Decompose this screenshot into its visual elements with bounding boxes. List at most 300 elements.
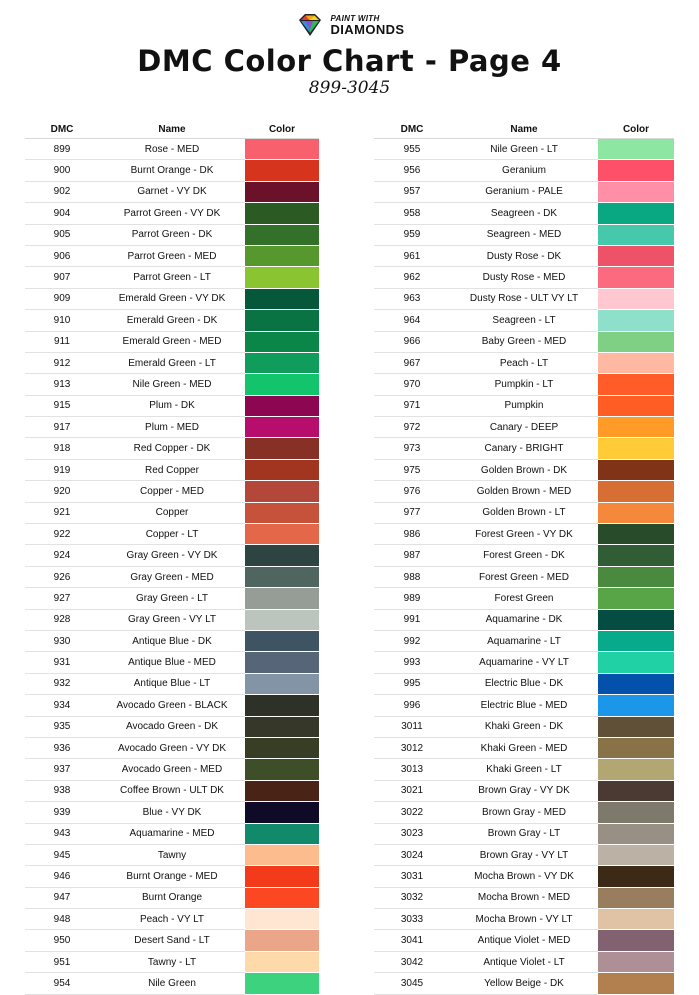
table-row	[374, 973, 674, 994]
table-row	[25, 267, 319, 288]
dmc-code: 950	[25, 930, 99, 951]
table-row	[25, 630, 319, 651]
page-title: DMC Color Chart - Page 4	[137, 44, 562, 78]
color-swatch	[598, 566, 674, 587]
color-swatch	[598, 716, 674, 737]
diamond-icon	[295, 12, 325, 38]
dmc-code: 927	[25, 588, 99, 609]
table-row	[374, 802, 674, 823]
dmc-code: 928	[25, 609, 99, 630]
table-row	[25, 331, 319, 352]
color-swatch	[245, 844, 319, 865]
color-swatch	[245, 352, 319, 373]
table-row	[374, 609, 674, 630]
color-name: Baby Green - MED	[450, 331, 598, 352]
color-swatch	[598, 181, 674, 202]
table-row	[374, 139, 674, 160]
dmc-code: 938	[25, 780, 99, 801]
dmc-code: 947	[25, 887, 99, 908]
dmc-code: 899	[25, 139, 99, 160]
dmc-code: 3013	[374, 759, 450, 780]
color-name: Dusty Rose - ULT VY LT	[450, 288, 598, 309]
color-name: Desert Sand - LT	[99, 930, 245, 951]
dmc-code: 939	[25, 802, 99, 823]
color-swatch	[598, 951, 674, 972]
color-name: Nile Green - MED	[99, 374, 245, 395]
dmc-code: 932	[25, 673, 99, 694]
color-name: Copper - LT	[99, 524, 245, 545]
color-name: Brown Gray - MED	[450, 802, 598, 823]
table-header-row	[374, 120, 674, 139]
table-row	[25, 951, 319, 972]
color-swatch	[245, 673, 319, 694]
dmc-code: 909	[25, 288, 99, 309]
color-name: Forest Green	[450, 588, 598, 609]
color-swatch	[245, 417, 319, 438]
dmc-code: 948	[25, 909, 99, 930]
color-name: Nile Green	[99, 973, 245, 994]
table-row	[25, 759, 319, 780]
dmc-code: 926	[25, 566, 99, 587]
color-swatch	[245, 310, 319, 331]
dmc-code: 937	[25, 759, 99, 780]
color-name: Tawny	[99, 844, 245, 865]
table-row	[25, 139, 319, 160]
color-name: Geranium	[450, 160, 598, 181]
dmc-code: 3045	[374, 973, 450, 994]
color-swatch	[598, 459, 674, 480]
dmc-code: 991	[374, 609, 450, 630]
dmc-code: 962	[374, 267, 450, 288]
color-swatch	[245, 780, 319, 801]
table-row	[374, 267, 674, 288]
color-swatch	[245, 160, 319, 181]
dmc-code: 915	[25, 395, 99, 416]
table-row	[374, 951, 674, 972]
dmc-code: 973	[374, 438, 450, 459]
table-row	[374, 181, 674, 202]
dmc-code: 993	[374, 652, 450, 673]
color-name: Gray Green - MED	[99, 566, 245, 587]
color-swatch	[598, 823, 674, 844]
dmc-code: 905	[25, 224, 99, 245]
table-row	[25, 181, 319, 202]
color-name: Khaki Green - DK	[450, 716, 598, 737]
table-row	[25, 160, 319, 181]
table-row	[25, 823, 319, 844]
color-swatch	[598, 673, 674, 694]
color-name: Brown Gray - VY LT	[450, 844, 598, 865]
color-name: Brown Gray - VY DK	[450, 780, 598, 801]
color-name: Aquamarine - MED	[99, 823, 245, 844]
table-row	[374, 417, 674, 438]
color-name: Antique Violet - LT	[450, 951, 598, 972]
color-name: Seagreen - LT	[450, 310, 598, 331]
color-swatch	[598, 973, 674, 994]
dmc-code: 902	[25, 181, 99, 202]
dmc-code: 904	[25, 203, 99, 224]
color-name: Parrot Green - LT	[99, 267, 245, 288]
table-row	[374, 566, 674, 587]
color-swatch	[245, 459, 319, 480]
color-swatch	[245, 395, 319, 416]
color-swatch	[598, 481, 674, 502]
dmc-code: 906	[25, 245, 99, 266]
color-swatch	[598, 609, 674, 630]
dmc-code: 957	[374, 181, 450, 202]
color-name: Blue - VY DK	[99, 802, 245, 823]
dmc-code: 930	[25, 630, 99, 651]
color-swatch	[245, 930, 319, 951]
color-name: Golden Brown - MED	[450, 481, 598, 502]
color-swatch	[245, 203, 319, 224]
color-swatch	[598, 524, 674, 545]
color-name: Seagreen - DK	[450, 203, 598, 224]
table-row	[25, 737, 319, 758]
dmc-code: 921	[25, 502, 99, 523]
dmc-code: 919	[25, 459, 99, 480]
color-name: Peach - LT	[450, 352, 598, 373]
dmc-code: 3033	[374, 909, 450, 930]
color-name: Aquamarine - LT	[450, 630, 598, 651]
dmc-code: 3031	[374, 866, 450, 887]
color-name: Parrot Green - DK	[99, 224, 245, 245]
dmc-code: 3011	[374, 716, 450, 737]
dmc-code: 946	[25, 866, 99, 887]
table-row	[374, 759, 674, 780]
color-swatch	[245, 374, 319, 395]
dmc-code: 989	[374, 588, 450, 609]
color-swatch	[598, 331, 674, 352]
color-swatch	[245, 716, 319, 737]
color-name: Parrot Green - VY DK	[99, 203, 245, 224]
color-name: Antique Blue - DK	[99, 630, 245, 651]
color-name: Plum - MED	[99, 417, 245, 438]
color-swatch	[598, 288, 674, 309]
color-swatch	[598, 203, 674, 224]
table-row	[25, 224, 319, 245]
table-row	[374, 481, 674, 502]
color-name: Garnet - VY DK	[99, 181, 245, 202]
table-row	[374, 737, 674, 758]
dmc-code: 961	[374, 245, 450, 266]
table-row	[374, 716, 674, 737]
dmc-code: 943	[25, 823, 99, 844]
table-row	[25, 802, 319, 823]
color-name: Brown Gray - LT	[450, 823, 598, 844]
color-name: Golden Brown - DK	[450, 459, 598, 480]
color-swatch	[245, 331, 319, 352]
color-name: Parrot Green - MED	[99, 245, 245, 266]
color-swatch	[245, 951, 319, 972]
color-name: Avocado Green - DK	[99, 716, 245, 737]
color-swatch	[245, 224, 319, 245]
color-swatch	[598, 887, 674, 908]
table-row	[25, 352, 319, 373]
table-row	[25, 288, 319, 309]
table-row	[25, 866, 319, 887]
color-swatch	[598, 652, 674, 673]
dmc-code: 900	[25, 160, 99, 181]
table-row	[25, 395, 319, 416]
color-swatch	[245, 973, 319, 994]
table-row	[25, 673, 319, 694]
table-row	[374, 438, 674, 459]
dmc-code: 992	[374, 630, 450, 651]
color-swatch	[245, 737, 319, 758]
table-row	[374, 673, 674, 694]
table-row	[374, 331, 674, 352]
dmc-code: 3022	[374, 802, 450, 823]
color-swatch	[598, 267, 674, 288]
color-swatch	[245, 823, 319, 844]
color-name: Gray Green - LT	[99, 588, 245, 609]
color-swatch	[245, 866, 319, 887]
color-swatch	[245, 545, 319, 566]
color-name: Khaki Green - LT	[450, 759, 598, 780]
dmc-code: 920	[25, 481, 99, 502]
dmc-code: 956	[374, 160, 450, 181]
table-header-row	[25, 120, 319, 139]
table-row	[25, 844, 319, 865]
color-swatch	[245, 267, 319, 288]
color-name: Rose - MED	[99, 139, 245, 160]
table-row	[25, 652, 319, 673]
color-swatch	[598, 395, 674, 416]
table-row	[374, 545, 674, 566]
dmc-code: 967	[374, 352, 450, 373]
color-swatch	[598, 630, 674, 651]
color-table-left	[25, 120, 319, 995]
table-row	[25, 930, 319, 951]
color-swatch	[245, 609, 319, 630]
dmc-code: 959	[374, 224, 450, 245]
color-swatch	[245, 630, 319, 651]
color-swatch	[598, 502, 674, 523]
table-row	[374, 930, 674, 951]
color-swatch	[245, 288, 319, 309]
color-swatch	[598, 737, 674, 758]
color-name: Nile Green - LT	[450, 139, 598, 160]
color-swatch	[245, 481, 319, 502]
dmc-code: 924	[25, 545, 99, 566]
dmc-code: 934	[25, 695, 99, 716]
color-swatch	[598, 245, 674, 266]
table-row	[25, 909, 319, 930]
color-swatch	[245, 652, 319, 673]
dmc-code: 3024	[374, 844, 450, 865]
table-row	[374, 524, 674, 545]
color-swatch	[598, 374, 674, 395]
color-swatch	[598, 438, 674, 459]
table-row	[25, 524, 319, 545]
color-name: Gray Green - VY DK	[99, 545, 245, 566]
table-row	[25, 695, 319, 716]
color-name: Seagreen - MED	[450, 224, 598, 245]
dmc-code: 917	[25, 417, 99, 438]
table-row	[374, 844, 674, 865]
table-row	[374, 630, 674, 651]
color-name: Peach - VY LT	[99, 909, 245, 930]
color-name: Red Copper	[99, 459, 245, 480]
color-name: Emerald Green - DK	[99, 310, 245, 331]
color-name: Avocado Green - BLACK	[99, 695, 245, 716]
table-row	[374, 695, 674, 716]
dmc-code: 972	[374, 417, 450, 438]
color-name: Mocha Brown - MED	[450, 887, 598, 908]
color-swatch	[598, 139, 674, 160]
color-name: Dusty Rose - MED	[450, 267, 598, 288]
color-swatch	[598, 545, 674, 566]
color-swatch	[598, 759, 674, 780]
color-name: Pumpkin - LT	[450, 374, 598, 395]
color-table-right	[374, 120, 674, 995]
header-dmc: DMC	[374, 120, 450, 139]
color-swatch	[598, 224, 674, 245]
color-swatch	[598, 417, 674, 438]
table-row	[25, 438, 319, 459]
color-name: Forest Green - VY DK	[450, 524, 598, 545]
table-row	[25, 716, 319, 737]
table-row	[25, 203, 319, 224]
dmc-code: 986	[374, 524, 450, 545]
color-swatch	[245, 695, 319, 716]
table-row	[25, 973, 319, 994]
color-name: Tawny - LT	[99, 951, 245, 972]
dmc-code: 931	[25, 652, 99, 673]
header-name: Name	[99, 120, 245, 139]
table-row	[374, 224, 674, 245]
table-body-right	[374, 139, 674, 995]
table-row	[374, 352, 674, 373]
dmc-code: 3042	[374, 951, 450, 972]
color-name: Gray Green - VY LT	[99, 609, 245, 630]
table-row	[25, 374, 319, 395]
table-row	[374, 245, 674, 266]
color-name: Canary - DEEP	[450, 417, 598, 438]
color-swatch	[598, 695, 674, 716]
dmc-code: 970	[374, 374, 450, 395]
header-color: Color	[598, 120, 674, 139]
dmc-code: 955	[374, 139, 450, 160]
dmc-code: 922	[25, 524, 99, 545]
color-swatch	[245, 181, 319, 202]
dmc-code: 958	[374, 203, 450, 224]
table-row	[374, 780, 674, 801]
color-name: Antique Violet - MED	[450, 930, 598, 951]
color-name: Plum - DK	[99, 395, 245, 416]
table-row	[374, 374, 674, 395]
color-swatch	[245, 438, 319, 459]
dmc-code: 3041	[374, 930, 450, 951]
table-row	[374, 909, 674, 930]
color-name: Geranium - PALE	[450, 181, 598, 202]
color-name: Electric Blue - MED	[450, 695, 598, 716]
color-swatch	[245, 245, 319, 266]
color-swatch	[245, 588, 319, 609]
dmc-code: 996	[374, 695, 450, 716]
table-row	[25, 780, 319, 801]
color-name: Pumpkin	[450, 395, 598, 416]
table-row	[374, 652, 674, 673]
table-row	[374, 502, 674, 523]
color-name: Mocha Brown - VY DK	[450, 866, 598, 887]
color-swatch	[245, 759, 319, 780]
dmc-code: 995	[374, 673, 450, 694]
dmc-code: 3021	[374, 780, 450, 801]
dmc-code: 3012	[374, 737, 450, 758]
color-swatch	[598, 160, 674, 181]
table-row	[25, 887, 319, 908]
dmc-code: 912	[25, 352, 99, 373]
color-name: Emerald Green - MED	[99, 331, 245, 352]
color-swatch	[598, 310, 674, 331]
header-color: Color	[245, 120, 319, 139]
table-row	[374, 160, 674, 181]
table-row	[25, 245, 319, 266]
color-name: Red Copper - DK	[99, 438, 245, 459]
color-name: Copper	[99, 502, 245, 523]
color-name: Avocado Green - VY DK	[99, 737, 245, 758]
dmc-code: 907	[25, 267, 99, 288]
color-swatch	[245, 566, 319, 587]
table-body-left	[25, 139, 319, 995]
table-row	[25, 609, 319, 630]
brand-line1: PAINT WITH	[330, 13, 380, 23]
color-name: Avocado Green - MED	[99, 759, 245, 780]
dmc-code: 975	[374, 459, 450, 480]
color-swatch	[598, 930, 674, 951]
dmc-code: 963	[374, 288, 450, 309]
color-name: Golden Brown - LT	[450, 502, 598, 523]
brand-logo	[0, 10, 699, 40]
color-name: Aquamarine - DK	[450, 609, 598, 630]
dmc-code: 918	[25, 438, 99, 459]
table-row	[25, 545, 319, 566]
color-name: Khaki Green - MED	[450, 737, 598, 758]
dmc-code: 913	[25, 374, 99, 395]
color-name: Coffee Brown - ULT DK	[99, 780, 245, 801]
dmc-code: 945	[25, 844, 99, 865]
color-name: Forest Green - MED	[450, 566, 598, 587]
dmc-code: 951	[25, 951, 99, 972]
page-subtitle: 899-3045	[308, 78, 391, 98]
table-row	[25, 459, 319, 480]
color-name: Aquamarine - VY LT	[450, 652, 598, 673]
color-swatch	[598, 780, 674, 801]
color-swatch	[598, 352, 674, 373]
dmc-code: 936	[25, 737, 99, 758]
dmc-code: 954	[25, 973, 99, 994]
color-swatch	[245, 909, 319, 930]
dmc-code: 987	[374, 545, 450, 566]
color-name: Burnt Orange - DK	[99, 160, 245, 181]
color-swatch	[598, 588, 674, 609]
table-row	[25, 417, 319, 438]
color-swatch	[245, 524, 319, 545]
color-name: Forest Green - DK	[450, 545, 598, 566]
brand-line2: DIAMONDS	[330, 21, 405, 37]
color-swatch	[245, 887, 319, 908]
dmc-code: 3023	[374, 823, 450, 844]
table-row	[374, 866, 674, 887]
table-row	[374, 288, 674, 309]
table-row	[374, 887, 674, 908]
table-row	[374, 588, 674, 609]
color-name: Emerald Green - LT	[99, 352, 245, 373]
header-name: Name	[450, 120, 598, 139]
color-swatch	[245, 139, 319, 160]
